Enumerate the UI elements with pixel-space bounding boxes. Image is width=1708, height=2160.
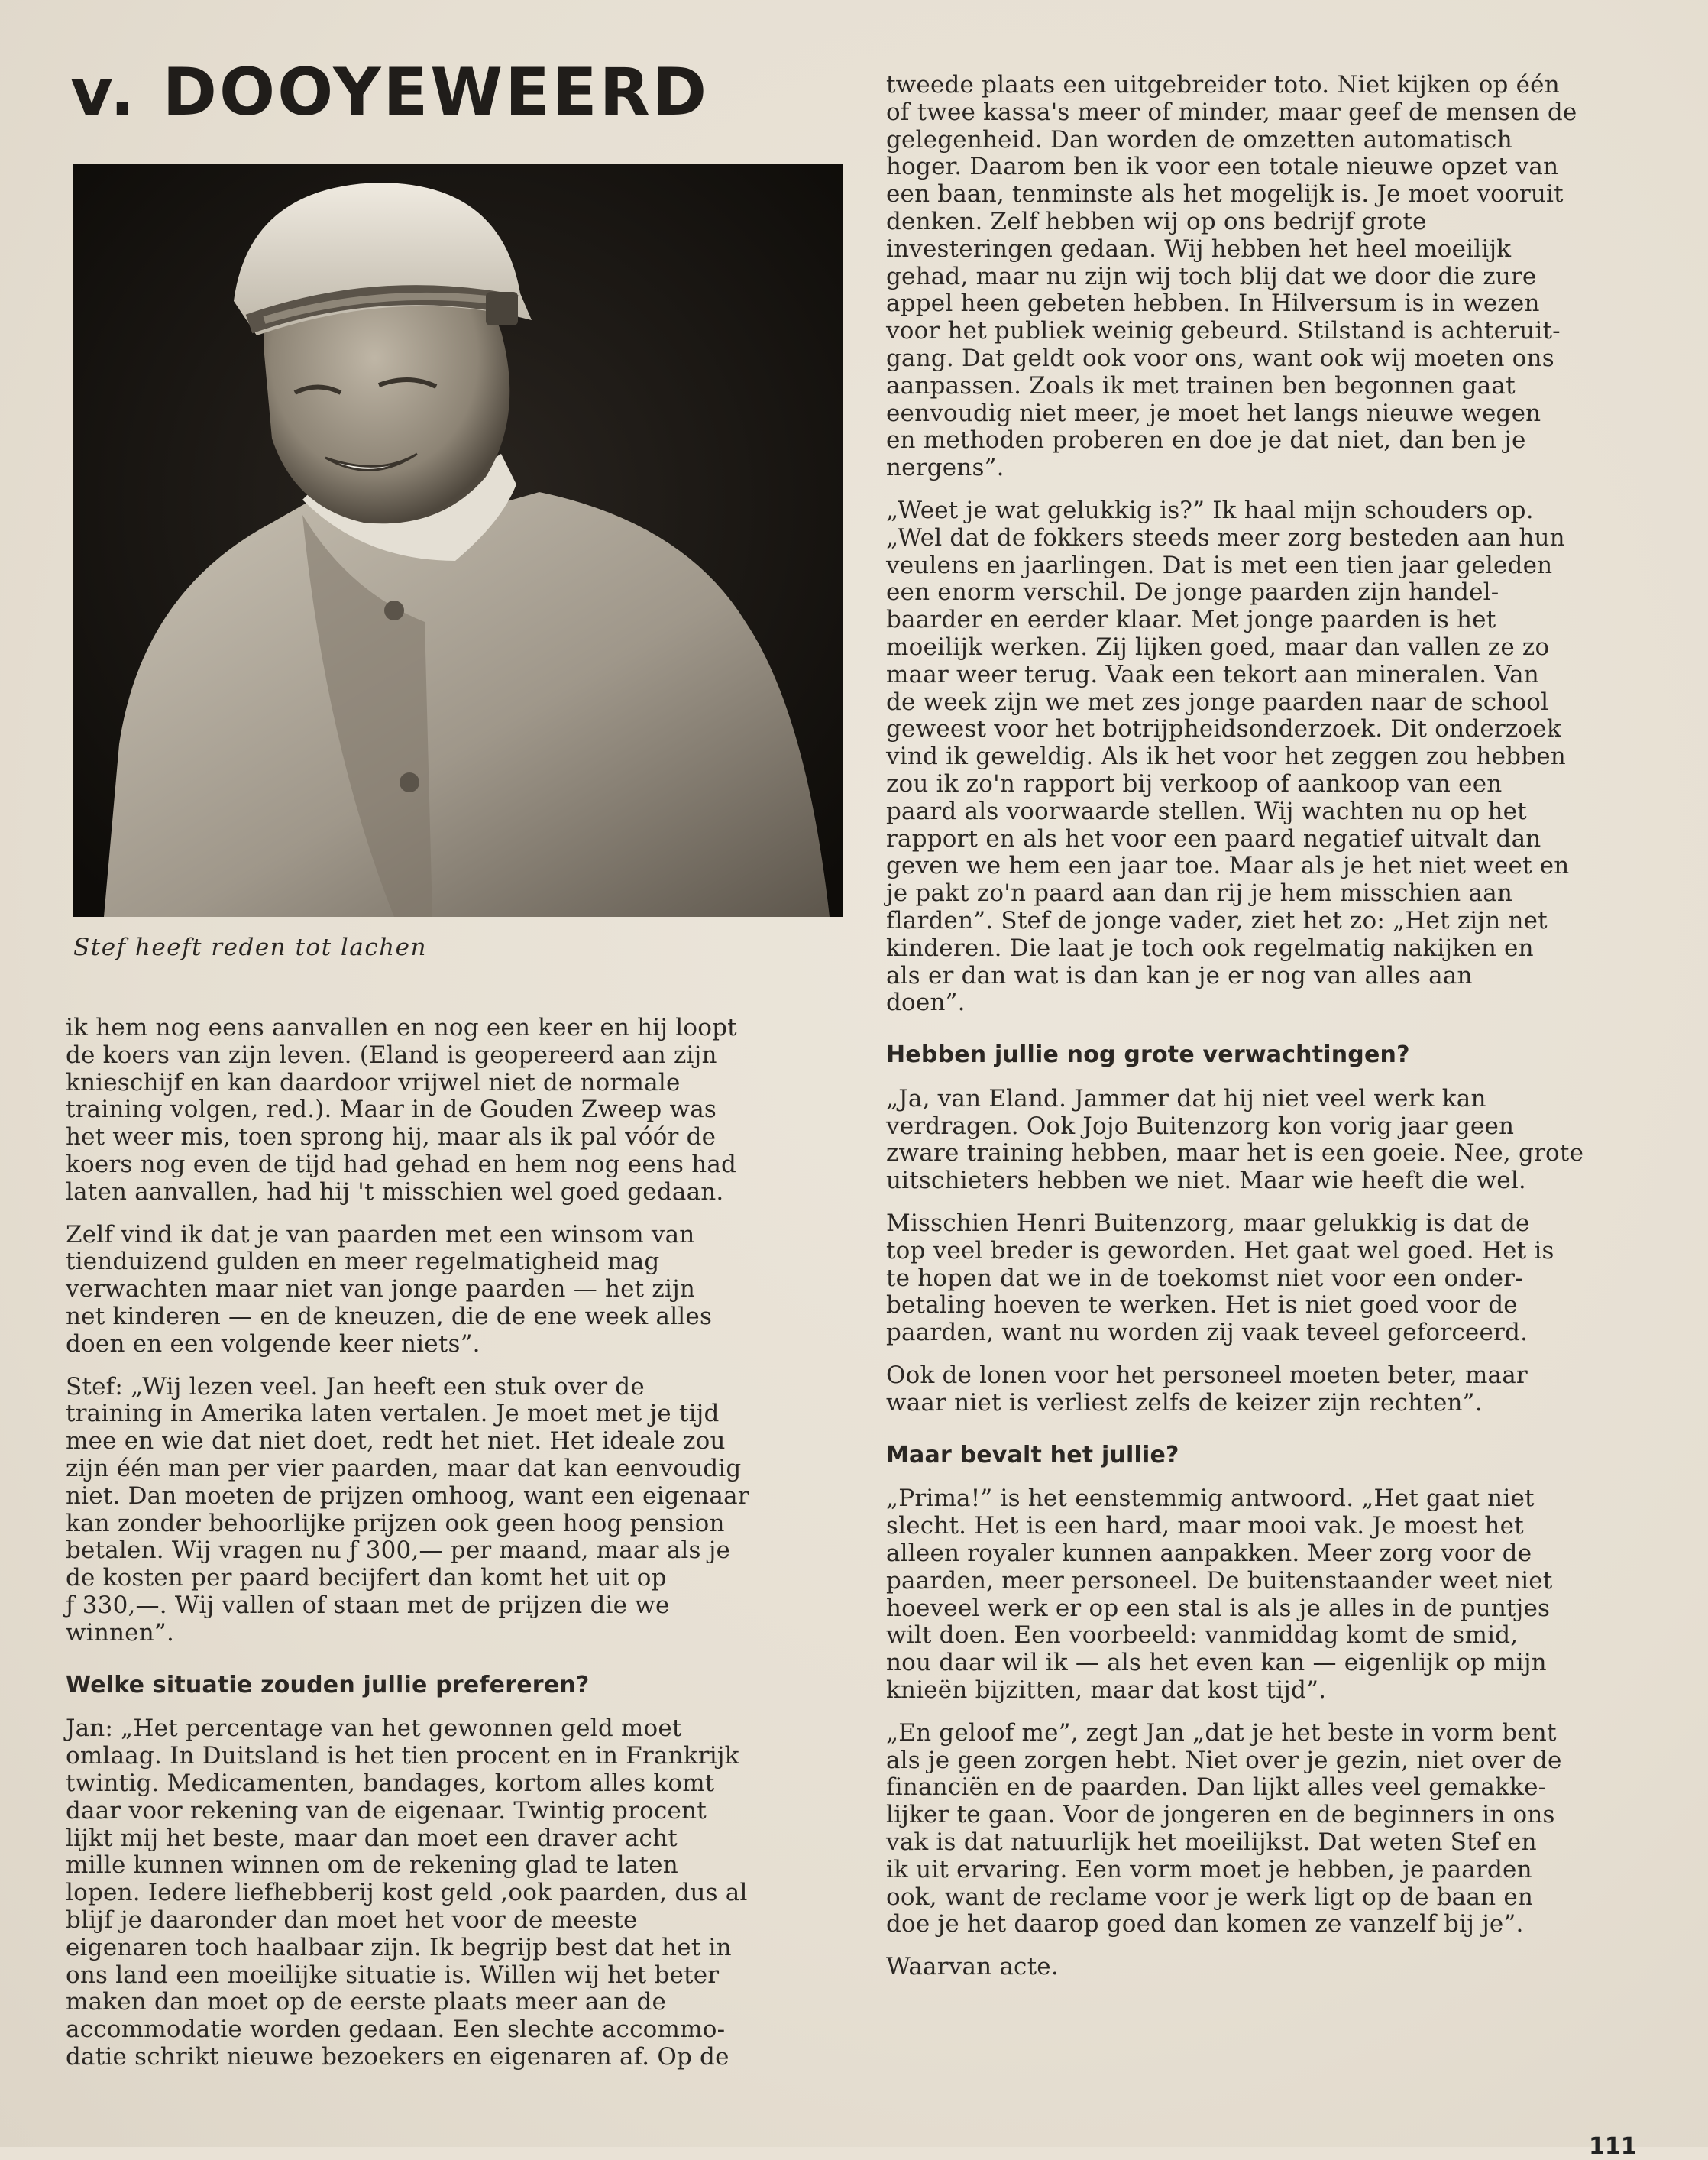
paragraph: Waarvan acte.: [886, 1953, 1059, 1981]
portrait-illustration: [73, 164, 843, 917]
interview-question: Welke situatie zouden jullie prefereren?: [66, 1671, 590, 1699]
page-number: 111: [1589, 2133, 1637, 2160]
article-headline: v. DOOYEWEERD: [70, 54, 710, 131]
paragraph: Ook de lonen voor het personeel moeten beter, maar waar niet is verliest zelfs de keizer zijn rechten”.: [886, 1362, 1528, 1417]
portrait-photo: [73, 164, 843, 917]
paragraph: Misschien Henri Buitenzorg, maar gelukkig is dat de top veel breder is geworden. Het gaat wel goed. Het is te hopen dat we in de toekomst niet voor een onder- betaling hoeven te werken. Het is niet goed voor de paarden, want nu worden zij vaak teveel geforceerd.: [886, 1210, 1554, 1347]
left-text-column: [66, 1015, 860, 2087]
paragraph: „Weet je wat gelukkig is?” Ik haal mijn schouders op. „Wel dat de fokkers steeds meer zorg besteden aan hun veulens en jaarlingen. Dat is met een tien jaar geleden een enorm verschil. De jonge paarden zijn handel- baarder en eerder klaar. Met jonge paarden is het moeilijk werken. Zij lijken goed, maar dan vallen ze zo maar weer terug. Vaak een tekort aan mineralen. Van de week zijn we met zes jonge paarden naar de school geweest voor het botrijpheidsonderzoek. Dit onderzoek vind ik geweldig. Als ik het voor het zeggen zou hebben zou ik zo'n rapport bij verkoop of aankoop van een paard als voorwaarde stellen. Wij wachten nu op het rapport en als het voor een paard negatief uitvalt dan geven we hem een jaar toe. Maar als je het niet weet en je pakt zo'n paard aan dan rij je hem misschien aan flarden”. Stef de jonge vader, ziet het zo: „Het zijn net kinderen. Die laat je toch ook regelmatig nakijken en als er dan wat is dan kan je er nog van alles aan doen”.: [886, 496, 1570, 1017]
paragraph: „En geloof me”, zegt Jan „dat je het beste in vorm bent als je geen zorgen hebt. Niet over je gezin, niet over de financiën en de paarden. Dan lijkt alles veel gemakke- lijker te gaan. Voor de jongeren en de beginners in ons vak is dat natuurlijk het moeilijkst. Dat weten Stef en ik uit ervaring. Een vorm moet je hebben, je paarden ook, want de reclame voor je werk ligt op de baan en doe je het daarop goed dan komen ze vanzelf bij je”.: [886, 1718, 1562, 1938]
paragraph: Jan: „Het percentage van het gewonnen geld moet omlaag. In Duitsland is het tien procent en in Frankrijk twintig. Medicamenten, bandages, kortom alles komt daar voor rekening van de eigenaar. Twintig procent lijkt mij het beste, maar dan moet een draver acht mille kunnen winnen om de rekening glad te laten lopen. Iedere liefhebberij kost geld ,ook paarden, dus al blijf je daaronder dan moet het voor de meeste eigenaren toch haalbaar zijn. Ik begrijp best dat het in ons land een moeilijke situatie is. Willen wij het beter maken dan moet op de eerste plaats meer aan de accommodatie worden gedaan. Een slechte accommo- datie schrikt nieuwe bezoekers en eigenaren af. Op de: [66, 1715, 748, 2071]
interview-question: Maar bevalt het jullie?: [886, 1441, 1179, 1469]
right-text-column: [886, 72, 1673, 1996]
paragraph: Stef: „Wij lezen veel. Jan heeft een stuk over de training in Amerika laten vertalen. Je moet met je tijd mee en wie dat niet doet, redt het niet. Het ideale zou zijn één man per vier paarden, maar dat kan eenvoudig niet. Dan moeten de prijzen omhoog, want een eigenaar kan zonder behoorlijke prijzen ook geen hoog pension betalen. Wij vragen nu ƒ 300,— per maand, maar als je de kosten per paard becijfert dan komt het uit op ƒ 330,—. Wij vallen of staan met de prijzen die we winnen”.: [66, 1372, 749, 1647]
paragraph: ik hem nog eens aanvallen en nog een keer en hij loopt de koers van zijn leven. (Eland is geopereerd aan zijn knieschijf en kan daardoor vrijwel niet de normale training volgen, red.). Maar in de Gouden Zweep was het weer mis, toen sprong hij, maar als ik pal vóór de koers nog even de tijd had gehad en hem nog eens had laten aanvallen, had hij 't misschien wel goed gedaan.: [66, 1014, 737, 1206]
paragraph: tweede plaats een uitgebreider toto. Niet kijken op één of twee kassa's meer of minder, maar geef de mensen de gelegenheid. Dan worden de omzetten automatisch hoger. Daarom ben ik voor een totale nieuwe opzet van een baan, tenminste als het mogelijk is. Je moet vooruit denken. Zelf hebben wij op ons bedrijf grote investeringen gedaan. Wij hebben het heel moeilijk gehad, maar nu zijn wij toch blij dat we door die zure appel heen gebeten hebben. In Hilversum is in wezen voor het publiek weinig gebeurd. Stilstand is achteruit- gang. Dat geldt ook voor ons, want ook wij moeten ons aanpassen. Zoals ik met trainen ben begonnen gaat eenvoudig niet meer, je moet het langs nieuwe wegen en methoden proberen en doe je dat niet, dan ben je nergens”.: [886, 71, 1577, 482]
interview-question: Hebben jullie nog grote verwachtingen?: [886, 1041, 1410, 1069]
paragraph: Zelf vind ik dat je van paarden met een winsom van tienduizend gulden en meer regelmatigheid mag verwachten maar niet van jonge paarden — het zijn net kinderen — en de kneuzen, die de ene week alles doen en een volgende keer niets”.: [66, 1220, 713, 1358]
paragraph: „Prima!” is het eenstemmig antwoord. „Het gaat niet slecht. Het is een hard, maar mooi vak. Je moest het alleen royaler kunnen aanpakken. Meer zorg voor de paarden, meer personeel. De buitenstaander weet niet hoeveel werk er op een stal is als je alles in de puntjes wilt doen. Een voorbeeld: vanmiddag komt de smid, nou daar wil ik — als het even kan — eigenlijk op mijn knieën bijzitten, maar dat kost tijd”.: [886, 1485, 1553, 1705]
paragraph: „Ja, van Eland. Jammer dat hij niet veel werk kan verdragen. Ook Jojo Buitenzorg kon vorig jaar geen zware training hebben, maar het is een goeie. Nee, grote uitschieters hebben we niet. Maar wie heeft die wel.: [886, 1084, 1584, 1195]
photo-caption: Stef heeft reden tot lachen: [73, 934, 427, 961]
